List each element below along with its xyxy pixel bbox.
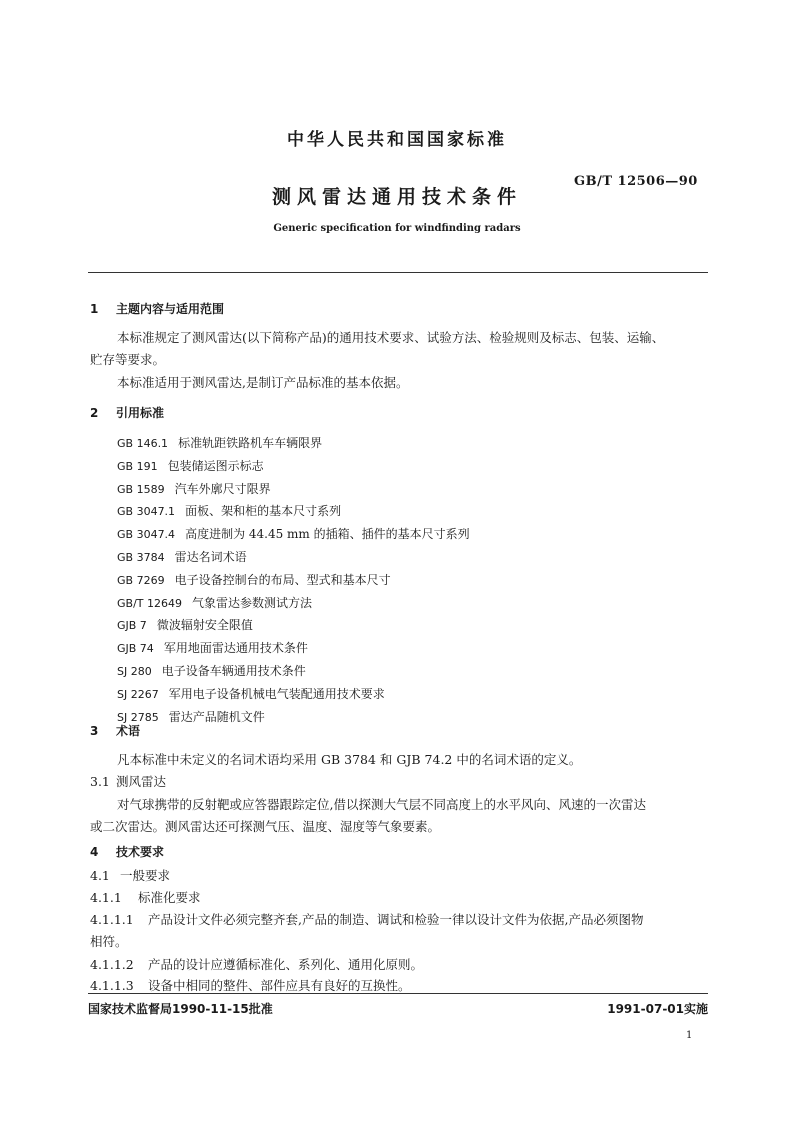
- section-1-para1-line2: 贮存等要求。: [90, 352, 166, 367]
- reference-item: SJ 2267 军用电子设备机械电气装配通用技术要求: [117, 686, 385, 701]
- section-4-1-1-1-line2: 相符。: [90, 934, 128, 949]
- reference-item: GB 146.1 标准轨距铁路机车车辆限界: [117, 436, 323, 450]
- section-4-1-1-2: 4.1.1.2 产品的设计应遵循标准化、系列化、通用化原则。: [90, 957, 424, 972]
- document-number: GB/T 12506—90: [574, 174, 698, 189]
- approval-note: 国家技术监督局1990-11-15批准: [88, 1002, 273, 1016]
- section-1-heading: 1 主题内容与适用范围: [90, 302, 225, 316]
- reference-item: GB 191 包装储运图示标志: [117, 458, 264, 473]
- section-2-heading: 2 引用标准: [90, 406, 165, 420]
- document-title: 测风雷达通用技术条件: [271, 186, 522, 208]
- footer-divider: [88, 993, 708, 994]
- referenced-standards-list: [117, 432, 470, 728]
- header-divider: [88, 272, 708, 273]
- section-4-1-1-3: 4.1.1.3 设备中相同的整件、部件应具有良好的互换性。: [90, 978, 411, 993]
- section-1-para1-line1: 本标准规定了测风雷达(以下简称产品)的通用技术要求、试验方法、检验规则及标志、包装、运输、: [117, 330, 665, 345]
- reference-item: GB 3047.1 面板、架和柜的基本尺寸系列: [117, 504, 342, 519]
- section-3-heading: 3 术语: [90, 724, 141, 738]
- section-4-1-heading: 4.1 一般要求: [90, 868, 171, 883]
- effective-date: 1991-07-01实施: [607, 1002, 708, 1016]
- reference-item: GB 3784 雷达名词术语: [117, 549, 247, 564]
- national-standard-title: 中华人民共和国国家标准: [287, 130, 507, 150]
- page-number: 1: [686, 1030, 693, 1041]
- reference-item: SJ 2785 雷达产品随机文件: [117, 709, 265, 724]
- section-3-1-line2: 或二次雷达。测风雷达还可探测气压、温度、湿度等气象要素。: [90, 819, 441, 834]
- section-4-heading: 4 技术要求: [90, 845, 165, 859]
- reference-item: GJB 7 微波辐射安全限值: [117, 618, 253, 633]
- reference-item: GB 7269 电子设备控制台的布局、型式和基本尺寸: [117, 572, 391, 587]
- section-4-1-1-1-line1: 4.1.1.1 产品设计文件必须完整齐套,产品的制造、调试和检验一律以设计文件为依据,产品必须图物: [90, 912, 644, 927]
- reference-item: GB 1589 汽车外廓尺寸限界: [117, 481, 271, 496]
- english-title: Generic specification for windfinding radars: [273, 223, 521, 234]
- reference-item: GB/T 12649 气象雷达参数测试方法: [117, 595, 313, 610]
- section-3-1-heading: 3.1 测风雷达: [90, 774, 167, 789]
- section-1-para2: 本标准适用于测风雷达,是制订产品标准的基本依据。: [117, 375, 409, 390]
- section-3-para: 凡本标准中未定义的名词术语均采用 GB 3784 和 GJB 74.2 中的名词术语的定义。: [117, 752, 582, 767]
- reference-item: GJB 74 军用地面雷达通用技术条件: [117, 641, 308, 656]
- reference-item: SJ 280 电子设备车辆通用技术条件: [117, 663, 306, 678]
- reference-item: GB 3047.4 高度进制为 44.45 mm 的插箱、插件的基本尺寸系列: [117, 527, 470, 542]
- section-3-1-line1: 对气球携带的反射靶或应答器跟踪定位,借以探测大气层不同高度上的水平风向、风速的一次雷达: [117, 797, 646, 812]
- section-4-1-1-heading: 4.1.1 标准化要求: [90, 890, 201, 905]
